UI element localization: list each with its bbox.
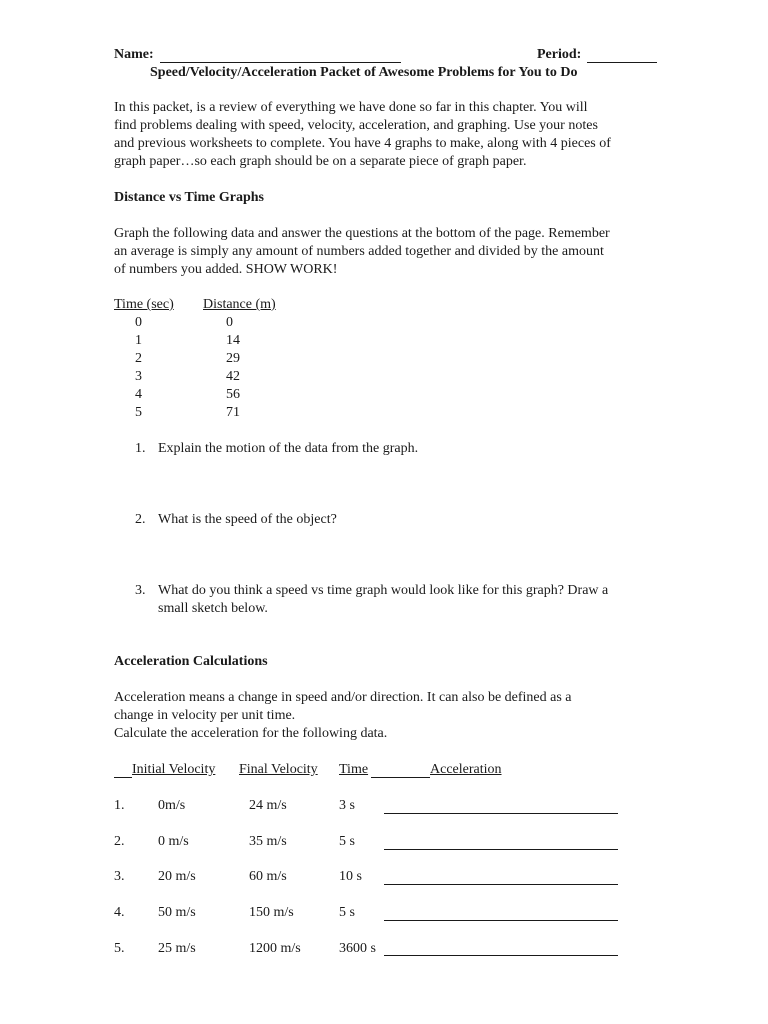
initial-velocity-cell: 20 m/s bbox=[158, 869, 196, 884]
time-cell: 10 s bbox=[339, 869, 362, 884]
name-blank[interactable] bbox=[160, 62, 401, 63]
answer-blank[interactable] bbox=[384, 813, 618, 814]
data-distance-cell: 56 bbox=[226, 387, 240, 402]
row-number: 1. bbox=[114, 798, 125, 813]
header-underline-gap bbox=[371, 777, 430, 778]
question-number: 2. bbox=[135, 512, 146, 527]
intro-line: In this packet, is a review of everything we have done so far in this chapter. You will bbox=[114, 100, 588, 115]
answer-blank[interactable] bbox=[384, 849, 618, 850]
answer-blank[interactable] bbox=[384, 884, 618, 885]
acceleration-line: Acceleration means a change in speed and/or direction. It can also be defined as a bbox=[114, 690, 572, 705]
name-label: Name: bbox=[114, 47, 154, 62]
question-text: Explain the motion of the data from the graph. bbox=[158, 441, 419, 456]
period-blank[interactable] bbox=[587, 62, 657, 63]
row-number: 5. bbox=[114, 941, 125, 956]
initial-velocity-cell: 50 m/s bbox=[158, 905, 196, 920]
acceleration-section-heading: Acceleration Calculations bbox=[114, 654, 268, 669]
question-text: What is the speed of the object? bbox=[158, 512, 337, 527]
instruction-line: of numbers you added. SHOW WORK! bbox=[114, 262, 338, 277]
distance-section-heading: Distance vs Time Graphs bbox=[114, 190, 264, 205]
final-velocity-cell: 24 m/s bbox=[249, 798, 287, 813]
data-distance-cell: 29 bbox=[226, 351, 240, 366]
page-title: Speed/Velocity/Acceleration Packet of Awesome Problems for You to Do bbox=[150, 65, 578, 80]
intro-line: and previous worksheets to complete. You have 4 graphs to make, along with 4 pieces of bbox=[114, 136, 611, 151]
instruction-line: an average is simply any amount of numbers added together and divided by the amount bbox=[114, 244, 604, 259]
data-time-cell: 1 bbox=[135, 333, 142, 348]
question-text: What do you think a speed vs time graph would look like for this graph? Draw a bbox=[158, 583, 609, 598]
data-time-cell: 5 bbox=[135, 405, 142, 420]
header-underline-lead bbox=[114, 777, 132, 778]
data-time-cell: 2 bbox=[135, 351, 142, 366]
initial-velocity-cell: 0 m/s bbox=[158, 834, 189, 849]
row-number: 2. bbox=[114, 834, 125, 849]
final-velocity-cell: 150 m/s bbox=[249, 905, 294, 920]
row-number: 3. bbox=[114, 869, 125, 884]
instruction-line: Graph the following data and answer the questions at the bottom of the page. Remember bbox=[114, 226, 610, 241]
intro-line: graph paper…so each graph should be on a separate piece of graph paper. bbox=[114, 154, 527, 169]
col-header-time: Time bbox=[339, 762, 369, 777]
initial-velocity-cell: 25 m/s bbox=[158, 941, 196, 956]
data-time-cell: 3 bbox=[135, 369, 142, 384]
data-distance-cell: 71 bbox=[226, 405, 240, 420]
row-number: 4. bbox=[114, 905, 125, 920]
initial-velocity-cell: 0m/s bbox=[158, 798, 186, 813]
time-cell: 3600 s bbox=[339, 941, 376, 956]
col-header-distance: Distance (m) bbox=[203, 297, 276, 312]
data-distance-cell: 14 bbox=[226, 333, 240, 348]
acceleration-line: change in velocity per unit time. bbox=[114, 708, 296, 723]
intro-paragraph bbox=[114, 99, 659, 171]
question-text: small sketch below. bbox=[158, 601, 268, 616]
data-distance-cell: 0 bbox=[226, 315, 233, 330]
time-cell: 3 s bbox=[339, 798, 355, 813]
distance-instructions bbox=[114, 225, 659, 279]
final-velocity-cell: 35 m/s bbox=[249, 834, 287, 849]
data-time-cell: 4 bbox=[135, 387, 142, 402]
col-header-acceleration: Acceleration bbox=[430, 762, 502, 777]
data-distance-cell: 42 bbox=[226, 369, 240, 384]
final-velocity-cell: 1200 m/s bbox=[249, 941, 301, 956]
acceleration-intro bbox=[114, 689, 659, 743]
period-label: Period: bbox=[537, 47, 582, 62]
col-header-final-velocity: Final Velocity bbox=[239, 762, 318, 777]
col-header-time: Time (sec) bbox=[114, 297, 174, 312]
answer-blank[interactable] bbox=[384, 920, 618, 921]
final-velocity-cell: 60 m/s bbox=[249, 869, 287, 884]
acceleration-line: Calculate the acceleration for the following data. bbox=[114, 726, 388, 741]
col-header-initial-velocity: Initial Velocity bbox=[132, 762, 216, 777]
time-cell: 5 s bbox=[339, 905, 355, 920]
time-cell: 5 s bbox=[339, 834, 355, 849]
answer-blank[interactable] bbox=[384, 955, 618, 956]
question-number: 3. bbox=[135, 583, 146, 598]
data-time-cell: 0 bbox=[135, 315, 142, 330]
intro-line: find problems dealing with speed, velocity, acceleration, and graphing. Use your notes bbox=[114, 118, 598, 133]
question-number: 1. bbox=[135, 441, 146, 456]
